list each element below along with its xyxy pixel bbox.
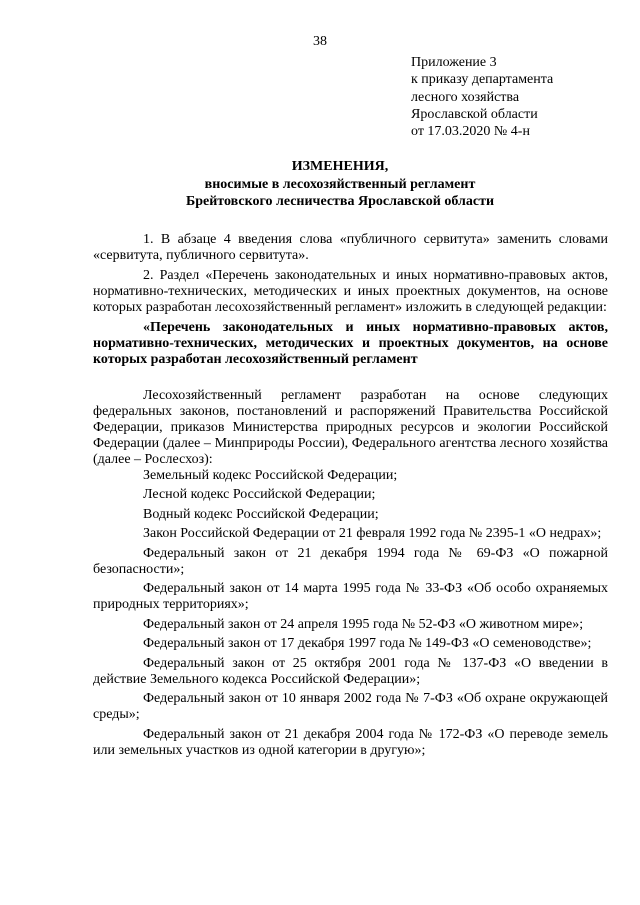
list-item: Земельный кодекс Российской Федерации;: [143, 467, 398, 483]
page-number: 38: [313, 34, 327, 49]
list-item: Федеральный закон от 10 января 2002 года № 7-ФЗ «Об охране окружающей среды»;: [93, 691, 608, 722]
list-item: Федеральный закон от 24 апреля 1995 года № 52-ФЗ «О животном мире»;: [143, 616, 584, 632]
list-item: Федеральный закон от 17 декабря 1997 года № 149-ФЗ «О семеноводстве»;: [143, 636, 592, 651]
appendix-line: лесного хозяйства: [411, 89, 520, 105]
appendix-line: Приложение 3: [411, 55, 497, 70]
list-item: Закон Российской Федерации от 21 февраля 1992 года № 2395-1 «О недрах»;: [143, 526, 602, 541]
title-line: вносимые в лесохозяйственный регламент: [204, 176, 476, 192]
appendix-line: Ярославской области: [411, 106, 538, 122]
paragraph-item-2: 2. Раздел «Перечень законодательных и иных нормативно-правовых актов, нормативно-технических, методических и иных проектных документов, на основе которых разработан лесохозяйственный регламент» изложить в следующей редакции:: [93, 267, 608, 315]
bold-section-heading: «Перечень законодательных и иных нормативно-правовых актов, нормативно-технических, методических и проектных документов, на основе которых разработан лесохозяйственный регламент: [93, 319, 608, 367]
document-title: [80, 158, 600, 211]
list-item: Водный кодекс Российской Федерации;: [143, 506, 379, 522]
list-item: Федеральный закон от 14 марта 1995 года № 33-ФЗ «Об особо охраняемых природных территориях»;: [93, 581, 608, 612]
document-body: [93, 232, 608, 759]
appendix-block: [411, 54, 553, 140]
appendix-line: от 17.03.2020 № 4-н: [411, 124, 530, 140]
title-line: ИЗМЕНЕНИЯ,: [291, 159, 389, 174]
appendix-line: к приказу департамента: [411, 72, 554, 88]
list-item: Федеральный закон от 25 октября 2001 года № 137-ФЗ «О введении в действие Земельного кодекса Российской Федерации»;: [93, 655, 608, 687]
list-item: Федеральный закон от 21 декабря 1994 года № 69-ФЗ «О пожарной безопасности»;: [93, 545, 608, 577]
list-item: Федеральный закон от 21 декабря 2004 года № 172-ФЗ «О переводе земель или земельных участков из одной категории в другую»;: [93, 726, 608, 758]
title-line: Брейтовского лесничества Ярославской области: [185, 194, 495, 209]
list-item: Лесной кодекс Российской Федерации;: [143, 487, 376, 502]
intro-paragraph: Лесохозяйственный регламент разработан на основе следующих федеральных законов, постановлений и распоряжений Правительства Российской Федерации, приказов Министерства природных ресурсов и экологии Российской Федерации (далее – Минприроды России), Федерального агентства лесного хозяйства (далее – Рослесхоз):: [93, 387, 608, 467]
law-list: [93, 468, 608, 759]
paragraph-item-1: 1. В абзаце 4 введения слова «публичного сервитута» заменить словами «сервитута, публичного сервитута».: [93, 232, 608, 263]
